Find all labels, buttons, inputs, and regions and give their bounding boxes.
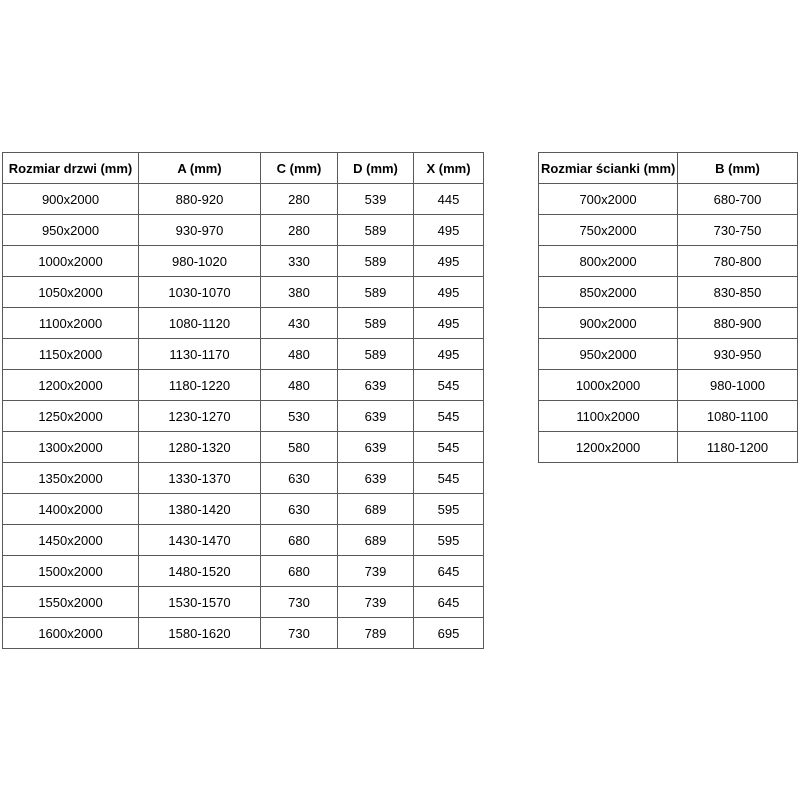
table-cell: 1100x2000 [539, 401, 678, 432]
table-cell: 480 [261, 339, 338, 370]
table-cell: 1480-1520 [139, 556, 261, 587]
table-cell: 780-800 [678, 246, 798, 277]
table-cell: 545 [414, 432, 484, 463]
table-cell: 595 [414, 525, 484, 556]
table-cell: 830-850 [678, 277, 798, 308]
column-header: Rozmiar drzwi (mm) [3, 153, 139, 184]
table-cell: 639 [338, 370, 414, 401]
table-cell: 589 [338, 339, 414, 370]
table-cell: 430 [261, 308, 338, 339]
table-cell: 900x2000 [539, 308, 678, 339]
table-row [3, 618, 484, 649]
table-cell: 539 [338, 184, 414, 215]
table-cell: 280 [261, 215, 338, 246]
door-sizes-table [2, 152, 484, 649]
table-cell: 880-900 [678, 308, 798, 339]
table-cell: 739 [338, 556, 414, 587]
table-cell: 689 [338, 525, 414, 556]
table-cell: 800x2000 [539, 246, 678, 277]
table-cell: 545 [414, 370, 484, 401]
table-cell: 1450x2000 [3, 525, 139, 556]
table-row [3, 277, 484, 308]
table-cell: 1180-1220 [139, 370, 261, 401]
table-cell: 980-1020 [139, 246, 261, 277]
table-cell: 495 [414, 339, 484, 370]
table-cell: 1080-1100 [678, 401, 798, 432]
table-cell: 930-950 [678, 339, 798, 370]
table-cell: 739 [338, 587, 414, 618]
table-cell: 950x2000 [3, 215, 139, 246]
table-row [3, 525, 484, 556]
table-row [539, 432, 798, 463]
table-cell: 750x2000 [539, 215, 678, 246]
table-row [3, 339, 484, 370]
table-row [3, 370, 484, 401]
header-row [3, 153, 484, 184]
table-cell: 630 [261, 463, 338, 494]
table-cell: 1180-1200 [678, 432, 798, 463]
table-row [3, 587, 484, 618]
table-cell: 495 [414, 308, 484, 339]
table-cell: 680 [261, 556, 338, 587]
table-cell: 1130-1170 [139, 339, 261, 370]
table-cell: 639 [338, 432, 414, 463]
table-cell: 950x2000 [539, 339, 678, 370]
table-cell: 545 [414, 401, 484, 432]
column-header: X (mm) [414, 153, 484, 184]
table-cell: 1330-1370 [139, 463, 261, 494]
table-cell: 645 [414, 556, 484, 587]
table-cell: 1250x2000 [3, 401, 139, 432]
table-cell: 1200x2000 [539, 432, 678, 463]
table-cell: 1000x2000 [3, 246, 139, 277]
table-row [539, 370, 798, 401]
table-cell: 1000x2000 [539, 370, 678, 401]
table-cell: 930-970 [139, 215, 261, 246]
table-cell: 1150x2000 [3, 339, 139, 370]
table-cell: 695 [414, 618, 484, 649]
column-header: C (mm) [261, 153, 338, 184]
table-cell: 1380-1420 [139, 494, 261, 525]
table-cell: 1430-1470 [139, 525, 261, 556]
table-cell: 689 [338, 494, 414, 525]
table-cell: 530 [261, 401, 338, 432]
column-header: B (mm) [678, 153, 798, 184]
table-cell: 280 [261, 184, 338, 215]
table-row [3, 432, 484, 463]
table-cell: 1530-1570 [139, 587, 261, 618]
table-cell: 680-700 [678, 184, 798, 215]
table-cell: 480 [261, 370, 338, 401]
table-row [539, 246, 798, 277]
table-cell: 445 [414, 184, 484, 215]
table-cell: 645 [414, 587, 484, 618]
table-cell: 1350x2000 [3, 463, 139, 494]
table-cell: 580 [261, 432, 338, 463]
table-row [3, 401, 484, 432]
table-cell: 1280-1320 [139, 432, 261, 463]
table-cell: 1300x2000 [3, 432, 139, 463]
table-row [3, 246, 484, 277]
table-cell: 700x2000 [539, 184, 678, 215]
table-cell: 1580-1620 [139, 618, 261, 649]
table-cell: 1400x2000 [3, 494, 139, 525]
table-cell: 589 [338, 215, 414, 246]
table-cell: 1030-1070 [139, 277, 261, 308]
table-cell: 545 [414, 463, 484, 494]
table-cell: 589 [338, 308, 414, 339]
table-row [539, 308, 798, 339]
table-row [539, 215, 798, 246]
table-row [3, 494, 484, 525]
table-row [3, 184, 484, 215]
table-row [3, 215, 484, 246]
table-row [539, 277, 798, 308]
column-header: Rozmiar ścianki (mm) [539, 153, 678, 184]
table-cell: 639 [338, 401, 414, 432]
table-cell: 1050x2000 [3, 277, 139, 308]
table-cell: 639 [338, 463, 414, 494]
table-cell: 589 [338, 277, 414, 308]
table-row [539, 339, 798, 370]
table-cell: 495 [414, 246, 484, 277]
table-cell: 1200x2000 [3, 370, 139, 401]
table-cell: 495 [414, 215, 484, 246]
table-cell: 330 [261, 246, 338, 277]
table-row [539, 184, 798, 215]
table-cell: 980-1000 [678, 370, 798, 401]
header-row [539, 153, 798, 184]
table-cell: 589 [338, 246, 414, 277]
table-cell: 1600x2000 [3, 618, 139, 649]
table-cell: 1080-1120 [139, 308, 261, 339]
table-row [3, 308, 484, 339]
table-row [539, 401, 798, 432]
table-cell: 680 [261, 525, 338, 556]
table-cell: 900x2000 [3, 184, 139, 215]
column-header: D (mm) [338, 153, 414, 184]
table-cell: 1230-1270 [139, 401, 261, 432]
table-cell: 730-750 [678, 215, 798, 246]
table-cell: 595 [414, 494, 484, 525]
table-cell: 850x2000 [539, 277, 678, 308]
wall-sizes-table [538, 152, 798, 463]
table-cell: 1100x2000 [3, 308, 139, 339]
table-cell: 380 [261, 277, 338, 308]
table-row [3, 463, 484, 494]
table-cell: 730 [261, 587, 338, 618]
table-cell: 1550x2000 [3, 587, 139, 618]
table-cell: 1500x2000 [3, 556, 139, 587]
table-cell: 630 [261, 494, 338, 525]
table-row [3, 556, 484, 587]
column-header: A (mm) [139, 153, 261, 184]
table-cell: 880-920 [139, 184, 261, 215]
table-cell: 730 [261, 618, 338, 649]
table-cell: 789 [338, 618, 414, 649]
table-cell: 495 [414, 277, 484, 308]
